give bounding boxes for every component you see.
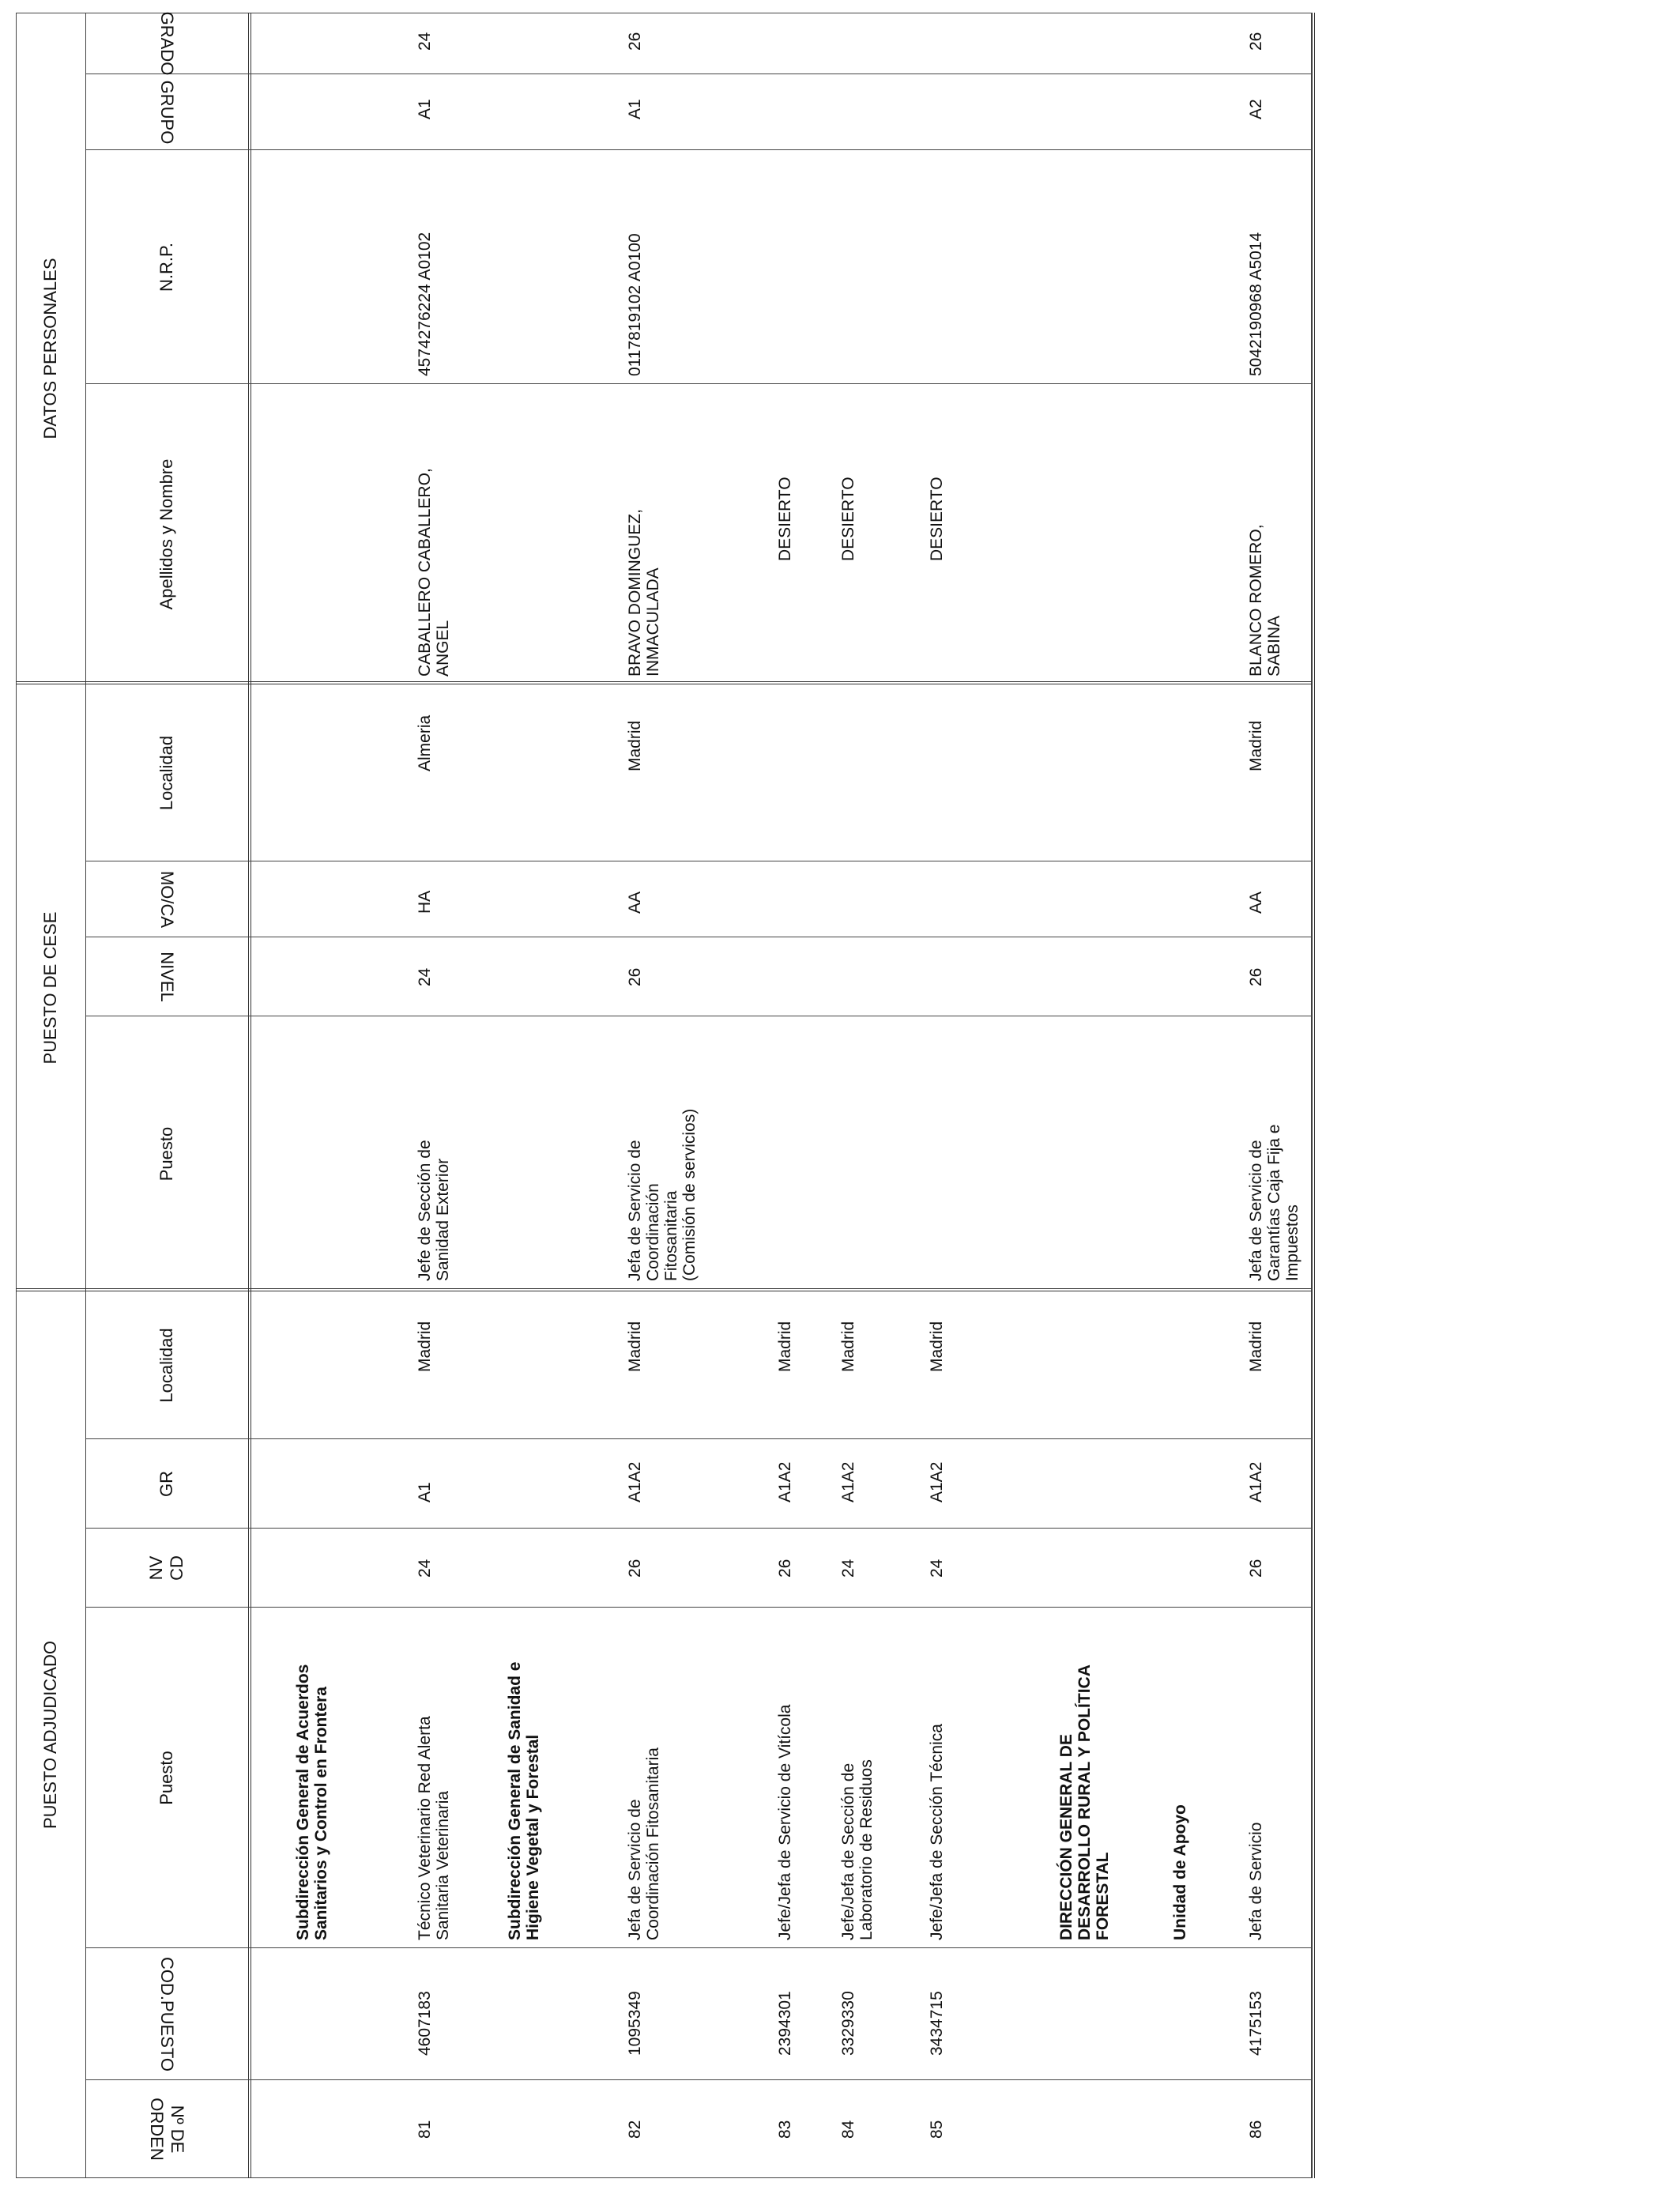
column-header-grupo: GRUPO [157,80,177,145]
cod-puesto-cell: 2394301 [776,1991,794,2056]
gr-cell: A1A2 [1247,1461,1265,1502]
apellidos-nombre-cell: DESIERTO [839,477,857,561]
cese-localidad-cell: Madrid [626,720,644,771]
gr-cell: A1A2 [626,1461,644,1502]
column-header-apellidos: Apellidos y Nombre [156,458,176,610]
nv-cd-cell: 26 [776,1559,794,1578]
section-heading: Unidad de Apoyo [1171,1804,1189,1940]
gr-cell: A1A2 [776,1461,794,1502]
apellidos-nombre-cell: CABALLERO CABALLERO, ANGEL [416,468,452,677]
grado-cell: 26 [1247,32,1265,51]
cese-moca-cell: HA [416,890,434,914]
orden-cell: 85 [928,2120,946,2139]
cese-puesto-cell: Jefe de Sección de Sanidad Exterior [416,1140,452,1281]
apellidos-nombre-cell: BLANCO ROMERO, SABINA [1247,524,1283,677]
puesto-cell: Jefa de Servicio de Coordinación Fitosanitaria [626,1747,662,1940]
section-heading: Subdirección General de Acuerdos Sanitarios y Control en Frontera [294,1664,330,1940]
nrp-cell: 4574276224 A0102 [416,232,434,376]
cod-puesto-cell: 3434715 [928,1991,946,2056]
nv-cd-cell: 26 [1247,1559,1265,1578]
cese-localidad-cell: Almeria [416,714,434,771]
localidad-cell: Madrid [928,1321,946,1372]
localidad-cell: Madrid [776,1321,794,1372]
col-line [85,1528,1312,1529]
col-line [85,149,1312,150]
cese-nivel-cell: 24 [416,967,434,986]
orden-cell: 81 [416,2120,434,2139]
puesto-cell: Técnico Veterinario Red Alerta Sanitaria Veterinaria [416,1716,452,1940]
grado-cell: 26 [626,32,644,51]
grupo-cell: A1 [416,99,434,119]
header-body-divider [248,13,251,2178]
column-header-cese-puesto: Puesto [156,1126,176,1182]
column-header-nivel: NIVEL [157,952,177,1002]
puesto-cell: Jefe/Jefa de Sección Técnica [928,1724,946,1940]
puesto-cell: Jefe/Jefa de Servicio de Vitícola [776,1704,794,1940]
cese-moca-cell: AA [626,891,644,914]
table-right-edge [1312,13,1315,2178]
cod-puesto-cell: 4175153 [1247,1991,1265,2056]
cese-moca-cell: AA [1247,891,1265,914]
puesto-cell: Jefe/Jefa de Sección de Laboratorio de Residuos [839,1759,876,1940]
nrp-cell: 0117819102 A0100 [626,233,644,376]
column-header-nrp: N.R.P. [156,243,176,292]
apellidos-nombre-cell: DESIERTO [928,477,946,561]
col-line [85,1947,1312,1948]
column-header-gr: GR [156,1471,176,1497]
nrp-cell: 5042190968 A5014 [1247,232,1265,376]
grado-cell: 24 [416,32,434,51]
col-line [85,383,1312,384]
column-header-orden: Nº DE ORDEN [147,2098,187,2161]
col-line [85,2079,1312,2080]
cese-puesto-cell: Jefa de Servicio de Garantías Caja Fija e Impuestos [1247,1124,1301,1281]
orden-cell: 83 [776,2120,794,2139]
puesto-cell: Jefa de Servicio [1247,1822,1265,1940]
col-line [85,1438,1312,1439]
nv-cd-cell: 24 [416,1559,434,1578]
section-heading: Subdirección General de Sanidad e Higiene Vegetal y Forestal [506,1661,542,1940]
nv-cd-cell: 26 [626,1559,644,1578]
group-title-puesto-cese: PUESTO DE CESE [40,911,60,1065]
column-header-moca: MO/CA [157,870,177,929]
cese-nivel-cell: 26 [1247,967,1265,986]
cese-puesto-cell: Jefa de Servicio de Coordinación Fitosanitaria (Comisión de servicios) [626,1108,699,1281]
cese-nivel-cell: 26 [626,967,644,986]
column-header-localidad: Localidad [156,1328,176,1403]
localidad-cell: Madrid [1247,1321,1265,1372]
nv-cd-cell: 24 [928,1559,946,1578]
orden-cell: 82 [626,2120,644,2139]
column-header-cese-localidad: Localidad [156,735,176,811]
apellidos-nombre-cell: BRAVO DOMINGUEZ, INMACULADA [626,509,662,677]
cod-puesto-cell: 3329330 [839,1991,857,2056]
column-header-grado: GRADO [157,11,177,76]
apellidos-nombre-cell: DESIERTO [776,477,794,561]
orden-cell: 86 [1247,2120,1265,2139]
localidad-cell: Madrid [839,1321,857,1372]
gr-cell: A1A2 [839,1461,857,1502]
column-header-nv-cd: NV CD [146,1555,186,1581]
grupo-cell: A2 [1247,99,1265,119]
column-header-puesto: Puesto [156,1751,176,1805]
col-line [85,1607,1312,1608]
section-heading: DIRECCIÓN GENERAL DE DESARROLLO RURAL Y POLÍTICA FORESTAL [1057,1664,1112,1940]
localidad-cell: Madrid [416,1321,434,1372]
grupo-cell: A1 [626,99,644,119]
gr-cell: A1A2 [928,1461,946,1502]
cese-localidad-cell: Madrid [1247,720,1265,771]
gr-cell: A1 [416,1482,434,1502]
cod-puesto-cell: 4607183 [416,1991,434,2056]
group-title-datos-personales: DATOS PERSONALES [40,258,60,439]
cod-puesto-cell: 1095349 [626,1991,644,2056]
group-title-puesto-adjudicado: PUESTO ADJUDICADO [40,1641,60,1829]
nv-cd-cell: 24 [839,1559,857,1578]
orden-cell: 84 [839,2120,857,2139]
localidad-cell: Madrid [626,1321,644,1372]
column-header-cod-puesto: COD.PUESTO [157,1956,177,2072]
